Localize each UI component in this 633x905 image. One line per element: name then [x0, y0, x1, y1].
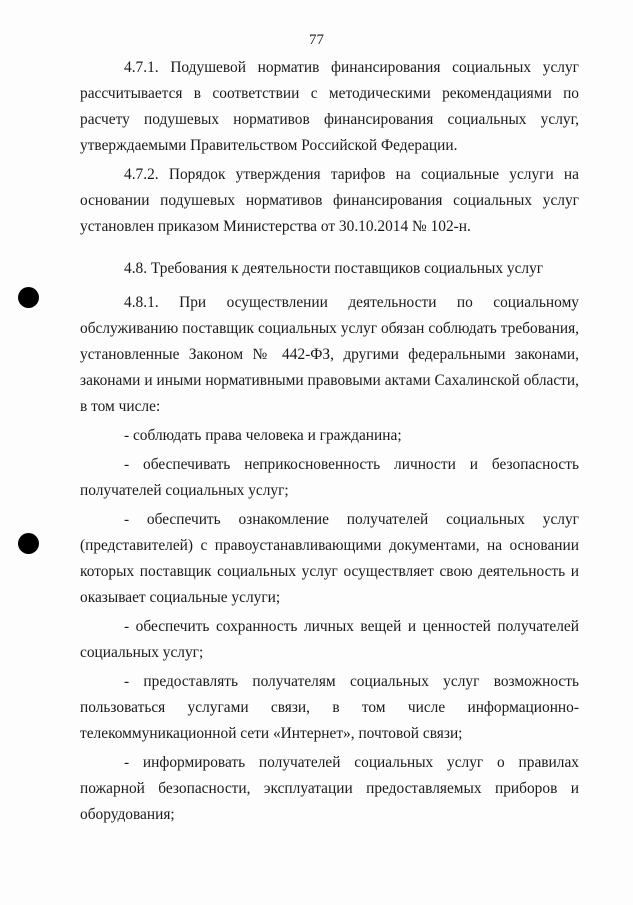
paragraph-4-8-1: 4.8.1. При осуществлении деятельности по социальному обслуживанию поставщик социальных услуг обязан соблюдать требования, установленные Законом № 442-ФЗ, другими федеральными законами, законами и иными нормативными правовыми актами Сахалинской области, в том числе: [80, 294, 579, 415]
punch-hole-mark [18, 533, 39, 554]
paragraph-4-7-2: 4.7.2. Порядок утверждения тарифов на социальные услуги на основании подушевых нормативов финансирования социальных услуг установлен приказом Министерства от 30.10.2014 № 102-н. [80, 166, 579, 235]
list-item: - соблюдать права человека и гражданина; [124, 427, 402, 444]
paragraph-4-7-1: 4.7.1. Подушевой норматив финансирования социальных услуг рассчитывается в соответствии с методическими рекомендациями по расчету подушевых нормативов финансирования социальных услуг, утверждаемыми Правительством Российской Федерации. [80, 59, 579, 154]
list-item: - обеспечивать неприкосновенность личности и безопасность получателей социальных услуг; [80, 456, 579, 499]
list-item: - обеспечить ознакомление получателей социальных услуг (представителей) с правоустанавливающими документами, на основании которых поставщик социальных услуг осуществляет свою деятельность и оказывает социальные услуги; [80, 511, 579, 606]
document-body [80, 55, 579, 831]
list-item: - обеспечить сохранность личных вещей и ценностей получателей социальных услуг; [80, 618, 579, 661]
punch-hole-mark [18, 287, 39, 308]
section-heading-4-8: 4.8. Требования к деятельности поставщиков социальных услуг [124, 260, 544, 277]
page-number: 77 [309, 32, 324, 48]
list-item: - информировать получателей социальных услуг о правилах пожарной безопасности, эксплуатации предоставляемых приборов и оборудования; [80, 754, 579, 823]
list-item: - предоставлять получателям социальных услуг возможность пользоваться услугами связи, в том числе информационно-телекоммуникационной сети «Интернет», почтовой связи; [80, 673, 579, 742]
